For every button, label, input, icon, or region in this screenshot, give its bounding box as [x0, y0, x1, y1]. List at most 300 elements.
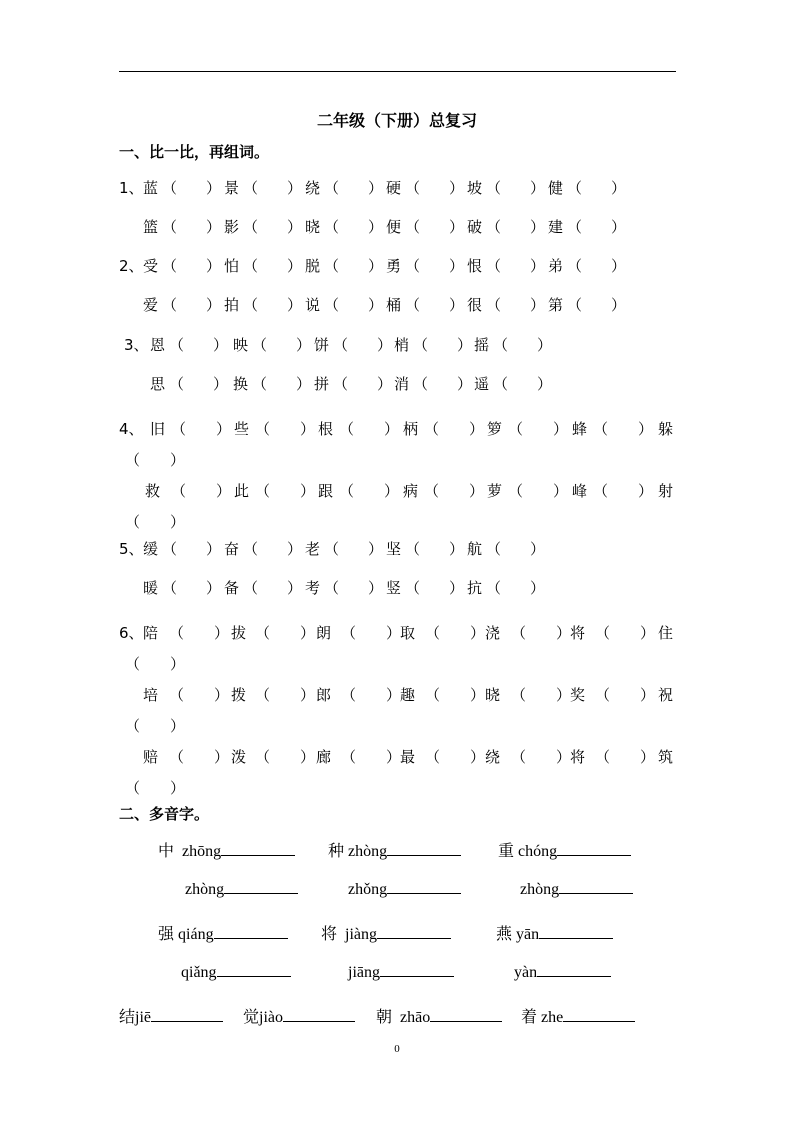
- paren-close: ）: [449, 218, 465, 236]
- char: 廊: [316, 748, 332, 766]
- poly-zhong2: [328, 838, 461, 861]
- char: 摇: [474, 336, 490, 354]
- paren-close: ）: [530, 218, 546, 236]
- group6-row2: [119, 684, 676, 706]
- poly-char: 觉: [243, 1009, 260, 1026]
- char: 筑: [658, 748, 674, 766]
- char: 健: [548, 179, 564, 197]
- pinyin: zhòng: [348, 843, 388, 860]
- paren-open: （: [162, 179, 178, 197]
- char: 取: [400, 624, 416, 642]
- answer-blank[interactable]: [563, 1007, 635, 1022]
- paren-close: ）: [300, 482, 316, 500]
- paren-close: ）: [170, 451, 186, 469]
- paren-open: （: [425, 624, 441, 642]
- paren-close: ）: [640, 624, 656, 642]
- pinyin: jiào: [259, 1009, 284, 1026]
- char: 拼: [314, 375, 330, 393]
- char: 晓: [485, 686, 501, 704]
- paren-close: ）: [537, 375, 553, 393]
- pinyin: qiǎng: [181, 964, 217, 981]
- paren-close: ）: [300, 686, 316, 704]
- poly-char: 重: [498, 843, 515, 860]
- group6-row2-wrap: [119, 715, 676, 737]
- char: 箩: [487, 420, 503, 438]
- paren-open: （: [425, 686, 441, 704]
- paren-open: （: [405, 218, 421, 236]
- paren-close: ）: [287, 579, 303, 597]
- group6-row1: [119, 622, 676, 644]
- poly-char: 着: [521, 1009, 538, 1026]
- paren-close: ）: [611, 296, 627, 314]
- char: 景: [224, 179, 240, 197]
- paren-close: ）: [530, 540, 546, 558]
- char: 勇: [386, 257, 402, 275]
- paren-close: ）: [386, 624, 402, 642]
- paren-close: ）: [170, 513, 186, 531]
- paren-open: （: [333, 375, 349, 393]
- group3-row1: [119, 334, 676, 356]
- char: 桶: [386, 296, 402, 314]
- paren-close: ）: [287, 540, 303, 558]
- paren-close: ）: [449, 257, 465, 275]
- paren-open: （: [486, 540, 502, 558]
- char: 坚: [386, 540, 402, 558]
- group-label: 3、: [124, 336, 149, 354]
- paren-open: （: [405, 179, 421, 197]
- paren-close: ）: [287, 179, 303, 197]
- paren-open: （: [486, 218, 502, 236]
- group6-row3-wrap: [119, 777, 676, 799]
- paren-close: ）: [170, 717, 186, 735]
- char: 恩: [150, 336, 166, 354]
- poly-chong-alt: [520, 879, 633, 899]
- group2-row2: [119, 294, 676, 316]
- paren-open: （: [162, 579, 178, 597]
- paren-close: ）: [469, 420, 485, 438]
- paren-open: （: [243, 296, 259, 314]
- paren-close: ）: [214, 686, 230, 704]
- paren-open: （: [486, 257, 502, 275]
- poly-char: 结: [119, 1009, 136, 1026]
- char: 竖: [386, 579, 402, 597]
- char: 拔: [231, 624, 247, 642]
- section2-heading: 二、多音字。: [119, 805, 210, 823]
- paren-close: ）: [553, 420, 569, 438]
- group5-row1: [119, 538, 676, 560]
- group6-row1-wrap: [119, 653, 676, 675]
- char: 将: [570, 624, 586, 642]
- char: 爱: [143, 296, 159, 314]
- paren-close: ）: [287, 296, 303, 314]
- paren-close: ）: [449, 540, 465, 558]
- paren-open: （: [339, 420, 355, 438]
- pinyin: jiē: [135, 1009, 152, 1026]
- paren-open: （: [425, 748, 441, 766]
- char: 将: [570, 748, 586, 766]
- paren-open: （: [324, 579, 340, 597]
- paren-open: （: [169, 336, 185, 354]
- paren-open: （: [511, 624, 527, 642]
- paren-close: ）: [368, 579, 384, 597]
- group6-row3: [119, 746, 676, 768]
- section1-heading: 一、比一比，再组词。: [119, 143, 270, 161]
- poly-char: 将: [321, 926, 338, 943]
- paren-close: ）: [170, 655, 186, 673]
- char: 培: [143, 686, 159, 704]
- char: 陪: [143, 624, 159, 642]
- char: 拨: [231, 686, 247, 704]
- paren-close: ）: [300, 420, 316, 438]
- paren-open: （: [595, 686, 611, 704]
- char: 浇: [485, 624, 501, 642]
- char: 饼: [314, 336, 330, 354]
- answer-blank[interactable]: [377, 924, 451, 939]
- paren-open: （: [593, 482, 609, 500]
- char: 备: [224, 579, 240, 597]
- paren-open: （: [125, 451, 141, 469]
- char: 换: [233, 375, 249, 393]
- paren-open: （: [595, 624, 611, 642]
- paren-close: ）: [530, 257, 546, 275]
- char: 最: [400, 748, 416, 766]
- paren-open: （: [324, 218, 340, 236]
- paren-close: ）: [368, 296, 384, 314]
- char: 根: [318, 420, 334, 438]
- answer-blank[interactable]: [539, 924, 613, 939]
- paren-open: （: [255, 748, 271, 766]
- pinyin: jiàng: [345, 926, 378, 943]
- pinyin: zhōng: [182, 843, 222, 860]
- paren-open: （: [405, 257, 421, 275]
- paren-open: （: [324, 296, 340, 314]
- pinyin: qiáng: [178, 926, 214, 943]
- char: 老: [305, 540, 321, 558]
- paren-open: （: [324, 179, 340, 197]
- answer-blank[interactable]: [387, 841, 461, 856]
- answer-blank[interactable]: [221, 841, 295, 856]
- char: 绕: [305, 179, 321, 197]
- poly-jiang-alt: [348, 962, 454, 982]
- char: 消: [394, 375, 410, 393]
- char: 住: [658, 624, 674, 642]
- paren-close: ）: [300, 748, 316, 766]
- char: 救: [145, 482, 161, 500]
- char: 考: [305, 579, 321, 597]
- paren-open: （: [339, 482, 355, 500]
- paren-open: （: [255, 420, 271, 438]
- group4-row2: [119, 480, 676, 502]
- paren-close: ）: [368, 218, 384, 236]
- char: 泼: [231, 748, 247, 766]
- poly-yan: [496, 921, 613, 944]
- group4-row2-wrap: [119, 511, 676, 533]
- pinyin: yàn: [514, 964, 538, 981]
- paren-close: ）: [206, 540, 222, 558]
- answer-blank[interactable]: [557, 841, 631, 856]
- paren-open: （: [162, 218, 178, 236]
- char: 晓: [305, 218, 321, 236]
- paren-close: ）: [206, 296, 222, 314]
- paren-close: ）: [449, 296, 465, 314]
- paren-open: （: [255, 482, 271, 500]
- answer-blank[interactable]: [283, 1007, 355, 1022]
- char: 遥: [474, 375, 490, 393]
- paren-close: ）: [537, 336, 553, 354]
- paren-close: ）: [556, 686, 572, 704]
- pinyin: yān: [516, 926, 540, 943]
- paren-close: ）: [368, 540, 384, 558]
- paren-open: （: [162, 296, 178, 314]
- char: 梢: [394, 336, 410, 354]
- char: 拍: [224, 296, 240, 314]
- poly-zhong2-alt: [348, 879, 461, 899]
- answer-blank[interactable]: [380, 962, 454, 977]
- poly-char: 强: [158, 926, 175, 943]
- paren-open: （: [567, 179, 583, 197]
- paren-open: （: [169, 375, 185, 393]
- char: 建: [548, 218, 564, 236]
- poly-chong: [498, 838, 631, 861]
- group-label: 4、: [119, 420, 144, 438]
- char: 航: [467, 540, 483, 558]
- group-label: 5、: [119, 540, 144, 558]
- char: 祝: [658, 686, 674, 704]
- paren-open: （: [125, 513, 141, 531]
- char: 硬: [386, 179, 402, 197]
- paren-close: ）: [214, 624, 230, 642]
- paren-open: （: [413, 336, 429, 354]
- char: 此: [234, 482, 250, 500]
- paren-close: ）: [556, 748, 572, 766]
- poly-yan-alt: [514, 962, 611, 982]
- char: 躲: [658, 420, 674, 438]
- page-title: 二年级（下册）总复习: [316, 111, 477, 130]
- char: 影: [224, 218, 240, 236]
- paren-open: （: [125, 779, 141, 797]
- paren-open: （: [333, 336, 349, 354]
- pinyin: jiāng: [348, 964, 380, 981]
- group1-row2: [119, 216, 676, 238]
- char: 便: [386, 218, 402, 236]
- paren-open: （: [508, 420, 524, 438]
- paren-close: ）: [470, 686, 486, 704]
- paren-open: （: [493, 375, 509, 393]
- poly-qiang: [158, 921, 288, 944]
- group4-row1: [119, 418, 676, 440]
- answer-blank[interactable]: [224, 879, 298, 894]
- paren-open: （: [169, 748, 185, 766]
- pinyin: zhòng: [185, 881, 225, 898]
- paren-open: （: [405, 579, 421, 597]
- paren-open: （: [493, 336, 509, 354]
- char: 破: [467, 218, 483, 236]
- paren-open: （: [508, 482, 524, 500]
- paren-open: （: [324, 257, 340, 275]
- paren-close: ）: [213, 336, 229, 354]
- char: 弟: [548, 257, 564, 275]
- paren-close: ）: [287, 218, 303, 236]
- paren-open: （: [341, 686, 357, 704]
- paren-close: ）: [386, 686, 402, 704]
- char: 郎: [316, 686, 332, 704]
- paren-open: （: [405, 296, 421, 314]
- paren-close: ）: [530, 179, 546, 197]
- poly-qiang-alt: [181, 962, 291, 982]
- poly-zhe: [521, 1004, 635, 1027]
- paren-open: （: [567, 296, 583, 314]
- paren-close: ）: [384, 482, 400, 500]
- char: 射: [658, 482, 674, 500]
- char: 萝: [487, 482, 503, 500]
- char: 蜂: [572, 420, 588, 438]
- paren-open: （: [125, 717, 141, 735]
- paren-close: ）: [296, 375, 312, 393]
- char: 奖: [570, 686, 586, 704]
- poly-char: 燕: [496, 926, 513, 943]
- paren-open: （: [255, 686, 271, 704]
- poly-jiang: [321, 921, 451, 944]
- group4-row1-wrap: [119, 449, 676, 471]
- char: 趣: [400, 686, 416, 704]
- paren-close: ）: [457, 375, 473, 393]
- char: 坡: [467, 179, 483, 197]
- paren-close: ）: [377, 375, 393, 393]
- paren-open: （: [171, 482, 187, 500]
- paren-open: （: [511, 748, 527, 766]
- group-label: 1、: [119, 179, 144, 197]
- answer-blank[interactable]: [430, 1007, 502, 1022]
- char: 奋: [224, 540, 240, 558]
- paren-open: （: [405, 540, 421, 558]
- poly-char: 中: [158, 843, 175, 860]
- answer-blank[interactable]: [217, 962, 291, 977]
- paren-open: （: [243, 257, 259, 275]
- paren-close: ）: [530, 579, 546, 597]
- group1-row1: [119, 177, 676, 199]
- char: 缓: [143, 540, 159, 558]
- poly-zhong: [158, 838, 295, 861]
- paren-open: （: [162, 257, 178, 275]
- paren-close: ）: [206, 179, 222, 197]
- paren-close: ）: [449, 179, 465, 197]
- char: 说: [305, 296, 321, 314]
- pinyin: zhāo: [400, 1009, 431, 1026]
- paren-open: （: [169, 624, 185, 642]
- char: 思: [150, 375, 166, 393]
- paren-close: ）: [553, 482, 569, 500]
- paren-close: ）: [638, 482, 654, 500]
- char: 赔: [143, 748, 159, 766]
- char: 朗: [316, 624, 332, 642]
- char: 柄: [403, 420, 419, 438]
- paren-close: ）: [638, 420, 654, 438]
- paren-open: （: [252, 336, 268, 354]
- char: 第: [548, 296, 564, 314]
- paren-close: ）: [530, 296, 546, 314]
- char: 暖: [143, 579, 159, 597]
- answer-blank[interactable]: [214, 924, 288, 939]
- group3-row2: [119, 373, 676, 395]
- answer-blank[interactable]: [537, 962, 611, 977]
- char: 蓝: [143, 179, 159, 197]
- char: 映: [233, 336, 249, 354]
- paren-open: （: [324, 540, 340, 558]
- answer-blank[interactable]: [387, 879, 461, 894]
- paren-close: ）: [470, 624, 486, 642]
- paren-open: （: [243, 540, 259, 558]
- poly-zhao: [376, 1004, 502, 1027]
- poly-char: 种: [328, 843, 345, 860]
- group-label: 6、: [119, 624, 144, 642]
- paren-close: ）: [611, 179, 627, 197]
- paren-close: ）: [368, 257, 384, 275]
- group-label: 2、: [119, 257, 144, 275]
- paren-open: （: [424, 420, 440, 438]
- char: 脱: [305, 257, 321, 275]
- paren-open: （: [486, 579, 502, 597]
- char: 旧: [150, 420, 166, 438]
- paren-open: （: [486, 179, 502, 197]
- paren-open: （: [511, 686, 527, 704]
- group5-row2: [119, 577, 676, 599]
- paren-close: ）: [377, 336, 393, 354]
- char: 很: [467, 296, 483, 314]
- page-number: 0: [394, 1043, 400, 1055]
- paren-open: （: [341, 624, 357, 642]
- char: 受: [143, 257, 159, 275]
- paren-open: （: [341, 748, 357, 766]
- answer-blank[interactable]: [151, 1007, 223, 1022]
- answer-blank[interactable]: [559, 879, 633, 894]
- paren-close: ）: [213, 375, 229, 393]
- paren-close: ）: [640, 748, 656, 766]
- pinyin: zhǒng: [348, 881, 388, 898]
- paren-close: ）: [611, 218, 627, 236]
- char: 绕: [485, 748, 501, 766]
- char: 跟: [318, 482, 334, 500]
- paren-close: ）: [386, 748, 402, 766]
- paren-close: ）: [470, 748, 486, 766]
- paren-close: ）: [300, 624, 316, 642]
- poly-char: 朝: [376, 1009, 393, 1026]
- paren-close: ）: [170, 779, 186, 797]
- paren-close: ）: [287, 257, 303, 275]
- paren-open: （: [595, 748, 611, 766]
- paren-close: ）: [206, 257, 222, 275]
- paren-open: （: [243, 579, 259, 597]
- paren-open: （: [486, 296, 502, 314]
- poly-jiao: [243, 1004, 355, 1027]
- pinyin: chóng: [518, 843, 558, 860]
- paren-open: （: [255, 624, 271, 642]
- paren-open: （: [162, 540, 178, 558]
- header-rule: [119, 71, 676, 72]
- paren-close: ）: [216, 420, 232, 438]
- paren-open: （: [243, 218, 259, 236]
- poly-jie: [119, 1004, 223, 1027]
- paren-close: ）: [206, 218, 222, 236]
- paren-close: ）: [214, 748, 230, 766]
- paren-open: （: [171, 420, 187, 438]
- paren-close: ）: [384, 420, 400, 438]
- char: 些: [234, 420, 250, 438]
- char: 怕: [224, 257, 240, 275]
- paren-open: （: [413, 375, 429, 393]
- char: 抗: [467, 579, 483, 597]
- paren-close: ）: [368, 179, 384, 197]
- char: 篮: [143, 218, 159, 236]
